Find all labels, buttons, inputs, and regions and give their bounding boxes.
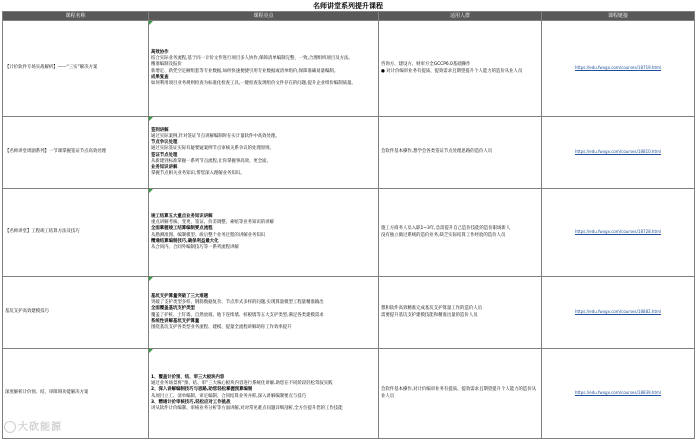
logo-icon (4, 421, 16, 433)
highlight-heading: 签到讲解 (151, 127, 169, 133)
course-link[interactable]: https://edu.fwxgx.com/courses/18839.html (542, 349, 695, 439)
highlight-text: 掌握节点相关业务知识,帮您深入理解业务知识。 (151, 171, 245, 177)
audience-text: 会软件基本操作,想学会各类签证节点处理思路的造价人员 (381, 149, 493, 155)
highlight-text: 从合同内、合同外编制技巧等一系列流程讲解 (151, 244, 239, 250)
audience-cell (379, 189, 542, 277)
highlight-text: 重点讲解考核、变更、签证、价差调整、索赔等业务知识的讲解 (151, 220, 274, 226)
course-name-cell: 【名师讲堂周剧系列】一节课掌握签证节点高效处理 (3, 117, 149, 189)
header-course-name: 课程名称 (3, 12, 149, 21)
audience-text: 想和软件高效精准完成基坑支护算量工作的造价人员 (381, 306, 482, 312)
audience-cell (379, 21, 542, 117)
highlight-heading: 1、覆盖计价预、结、审三大板块内容 (151, 374, 225, 380)
highlights-cell (149, 117, 379, 189)
audience-cell (379, 117, 542, 189)
audience-text: 会软件基本操作,对计价编审业务有提质、提效需求且期望提升个人能力的造价从业人员 (381, 387, 537, 399)
highlight-heading: 2、深入讲解编制技巧与思路,助您轻松掌握预算编制 (151, 387, 253, 393)
table-row (3, 277, 695, 349)
course-name-cell: 基坑支护高效建模技巧 (3, 277, 149, 349)
highlight-heading: 成果复查 (151, 74, 169, 80)
highlight-text: 结合实际业务流程,基于同一计价文件进行项目多人协作,保障清单编制完整、一致,合理组织项目及方法。 (151, 56, 353, 62)
highlight-text: 覆盖了护桩、土钉墙、自然放坡、地下连续墙、桩板墙等五大支护类型,满足各类建模需求 (151, 312, 324, 318)
highlight-heading: 精通结算编制技巧,确保利益最大化 (151, 238, 219, 244)
course-link[interactable]: https://edu.fwxgx.com/courses/18810.html (542, 117, 695, 189)
course-name-cell: 【计价软件专场实战解析】——“三实”解决方案 (3, 21, 149, 117)
course-name-cell: 深度解析计价预、结、审障碍功能解决方案 (3, 349, 149, 439)
table-row (3, 117, 695, 189)
highlight-text: 精准编制及报价 (151, 62, 182, 68)
course-table (2, 11, 695, 439)
highlight-heading: 签证节点处理 (151, 152, 178, 158)
table-row (3, 349, 695, 439)
header-audience: 适用人群 (379, 12, 542, 21)
highlight-heading: 业务知识讲解 (151, 164, 178, 170)
comment-marker-icon (149, 21, 153, 25)
highlight-text: 通过实际签证实际有疑要疑案例节点审核关系争议的处理原则。 (151, 146, 274, 152)
table-row (3, 189, 695, 277)
header-row (3, 12, 695, 21)
highlights-cell (149, 189, 379, 277)
highlight-heading: 全面掌握竣工结算编制要点流程 (151, 226, 213, 232)
audience-text: 咨询方、建设方、财审方全GCCP6.0基础操作 (381, 62, 471, 68)
comment-marker-icon (149, 117, 153, 121)
comment-marker-icon (149, 277, 153, 281)
header-highlights: 课程亮点 (149, 12, 379, 21)
highlights-cell (149, 277, 379, 349)
highlight-heading: 基坑支护算量突破了三大难题 (151, 293, 209, 299)
comment-marker-icon (149, 349, 153, 353)
audience-cell (379, 277, 542, 349)
highlight-heading: 竣工结算五大重点业务知识讲解 (151, 213, 213, 219)
highlight-heading: 全面覆盖基坑支护类型 (151, 306, 195, 312)
highlight-heading: 系统性讲解基坑支护算量 (151, 318, 200, 324)
audience-text: 没有独立做过系统的造价业务,缺乏实际结算工作经验的造价人员 (381, 232, 506, 238)
comment-marker-icon (149, 189, 153, 193)
highlight-text: 讲从软件计价编制、审核业务分析等方面讲解,对对常见难点问题详细剖析,全方位提升您的工作技能 (151, 405, 343, 411)
course-name-cell: 【名师讲堂】工程竣工结算方法及技巧 (3, 189, 149, 277)
audience-text: 需要提升基坑支护建模技能和精准出量的造价人员 (381, 312, 478, 318)
course-link[interactable]: https://edu.fwxgx.com/courses/18882.html (542, 277, 695, 349)
highlight-text: 从新建到标准掌握一系列节点流程,让你掌握事高效、更全面。 (151, 158, 271, 164)
audience-text: 施工方商务人员入职1~3年,急需提升自己造价技能的造价职场新人 (381, 226, 511, 232)
highlight-heading: 3、精通计价审核技巧,轻松应对工作挑战 (151, 399, 231, 405)
highlight-text: 通过实际案例,针对签证节点讲解编制时在实计量软件中高效处理。 (151, 133, 280, 139)
highlight-text: 围绕基坑支护各类型业务流程、建模、提量全流程讲解助你工作效率提升 (151, 324, 292, 330)
audience-cell (379, 349, 542, 439)
course-link[interactable]: https://edu.fwxgx.com/courses/18728.html (542, 189, 695, 277)
highlight-heading: 高效协作 (151, 49, 169, 55)
watermark-logo (4, 418, 62, 433)
highlight-text: 从勘测准图、编制模型、竣后整个业务过程的讲解业务知识 (151, 232, 266, 238)
course-link[interactable]: https://edu.fwxgx.com/courses/18719.html (542, 21, 695, 117)
highlights-cell (149, 21, 379, 117)
highlight-text: 从项目立工、清单编制、审定编制、合同结算业务并抓,深入讲解编制要点与技巧 (151, 393, 307, 399)
audience-text: ● 对计价编审业务有提质、提效需求且期望提升个人能力的造价从业人员 (381, 68, 523, 74)
highlights-cell (149, 349, 379, 439)
header-link: 课程链接 (542, 12, 695, 21)
highlight-heading: 节点争议处理 (151, 140, 178, 146)
highlight-text: 通过业务场景将“预、结、审”三大核心板块内容进行系统化讲解,助您在不同阶段轻松驾驭实践 (151, 381, 333, 387)
highlight-text: 突破了支护类型多样、钢筋数据复杂、节点形式多样的问题,实现算量模型工程量精准输出 (151, 300, 324, 306)
watermark-text: 大砍能源 (18, 422, 62, 433)
highlight-text: 如何利用项目业务规则检查为标准化检查工具,一键检查发现组价文件存在的问题,提升企业组价编制质量。 (151, 80, 356, 86)
table-row (3, 21, 695, 117)
sheet-title: 名师讲堂系列提升课程 (313, 2, 383, 10)
highlight-text: 新增定、新凭空定额组套等专业数据,如何快速便捷引用专业数据或清单组价,保障准确易量编制。 (151, 68, 339, 74)
